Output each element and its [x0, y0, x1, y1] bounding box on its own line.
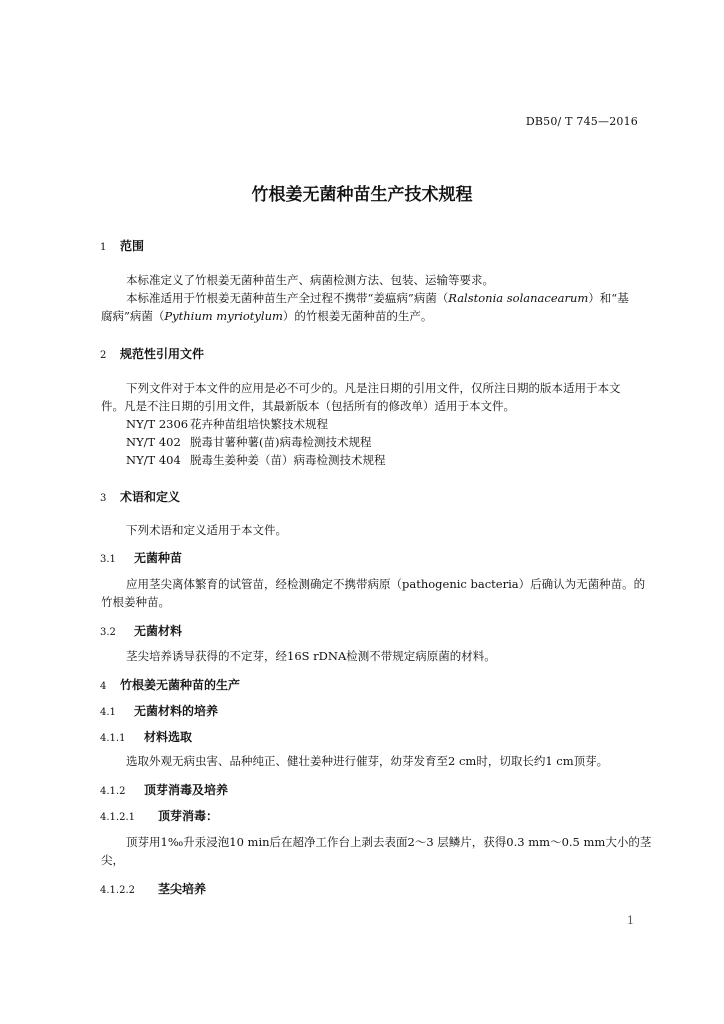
page-number: 1 — [627, 914, 634, 927]
species-name: Pythium myriotylum — [164, 309, 283, 323]
section-number: 2 — [100, 350, 107, 361]
section-number: 4 — [100, 681, 107, 692]
section-number: 4.1.1 — [100, 733, 126, 744]
section-number: 3.1 — [100, 554, 116, 565]
paragraph: 茎尖培养诱导获得的不定芽，经16S rDNA检测不带规定病原菌的材料。 — [126, 649, 496, 663]
reference-name: 花卉种苗组培快繁技术规程 — [190, 417, 328, 431]
text-span: 本标准适用于竹根姜无菌种苗生产全过程不携带“姜瘟病”病菌（ — [126, 291, 449, 305]
section-title: 无菌种苗 — [134, 551, 183, 565]
paragraph: 应用茎尖离体繁育的试管苗，经检测确定不携带病原（pathogenic bacteria）后确认为无菌种苗。的 — [126, 577, 646, 591]
subsection-4-1-2-1-heading — [100, 807, 218, 824]
section-title: 竹根姜无菌种苗的生产 — [120, 678, 241, 692]
section-number: 4.1.2.1 — [100, 812, 135, 823]
section-number: 3.2 — [100, 627, 116, 638]
reference-item — [126, 415, 328, 433]
section-title: 茎尖培养 — [158, 882, 207, 896]
reference-code: NY/T 402 — [126, 435, 181, 449]
section-title: 顶芽消毒及培养 — [144, 783, 229, 797]
paragraph-continuation: 尖， — [101, 853, 124, 867]
section-number: 3 — [100, 493, 107, 504]
subsection-4-1-2-2-heading — [100, 880, 206, 897]
subsection-4-1-2-heading — [100, 781, 228, 798]
text-span: ）的竹根姜无菌种苗的生产。 — [282, 309, 433, 323]
section-title: 规范性引用文件 — [120, 347, 205, 361]
reference-item — [126, 433, 371, 451]
paragraph-continuation: 竹根姜种苗。 — [101, 595, 170, 609]
reference-item — [126, 451, 386, 469]
paragraph — [126, 289, 629, 307]
paragraph-continuation — [101, 307, 432, 325]
section-1-heading — [100, 237, 144, 254]
paragraph: 下列文件对于本文件的应用是必不可少的。凡是注日期的引用文件，仅所注日期的版本适用于本文 — [126, 381, 621, 395]
section-number: 4.1.2 — [100, 786, 126, 797]
section-title: 无菌材料 — [134, 624, 183, 638]
paragraph: 顶芽用1‰升汞浸泡10 min后在超净工作台上剥去表面2～3 层鳞片，获得0.3 mm～0.5 mm大小的茎 — [126, 835, 652, 849]
section-title: 无菌材料的培养 — [134, 704, 219, 718]
reference-name: 脱毒生姜种姜（苗）病毒检测技术规程 — [190, 453, 386, 467]
paragraph: 本标准定义了竹根姜无菌种苗生产、病菌检测方法、包装、运输等要求。 — [126, 273, 494, 287]
section-4-heading — [100, 676, 240, 693]
section-3-heading — [100, 488, 180, 505]
paragraph-continuation: 件。凡是不注日期的引用文件，其最新版本（包括所有的修改单）适用于本文件。 — [101, 399, 515, 413]
reference-name: 脱毒甘薯种薯(苗)病毒检测技术规程 — [190, 435, 372, 449]
reference-code: NY/T 404 — [126, 453, 181, 467]
paragraph: 下列术语和定义适用于本文件。 — [126, 523, 287, 537]
paragraph: 选取外观无病虫害、品种纯正、健壮姜种进行催芽，幼芽发育至2 cm时，切取长约1 cm顶芽。 — [126, 754, 609, 768]
section-title: 术语和定义 — [120, 490, 181, 504]
section-title: 顶芽消毒： — [158, 809, 219, 823]
subsection-4-1-1-heading — [100, 728, 192, 745]
document-title: 竹根姜无菌种苗生产技术规程 — [251, 185, 473, 205]
standard-code: DB50/ T 745—2016 — [525, 115, 638, 128]
subsection-3-2-heading — [100, 622, 182, 639]
section-number: 1 — [100, 242, 107, 253]
section-2-heading — [100, 345, 204, 362]
subsection-4-1-heading — [100, 702, 218, 719]
species-name: Ralstonia solanacearum — [448, 291, 589, 305]
section-title: 材料选取 — [144, 730, 193, 744]
text-span: 腐病”病菌（ — [101, 309, 165, 323]
reference-code: NY/T 2306 — [126, 417, 189, 431]
section-number: 4.1.2.2 — [100, 885, 135, 896]
text-span: ）和“基 — [588, 291, 629, 305]
section-number: 4.1 — [100, 707, 116, 718]
subsection-3-1-heading — [100, 549, 182, 566]
section-title: 范围 — [120, 239, 145, 253]
